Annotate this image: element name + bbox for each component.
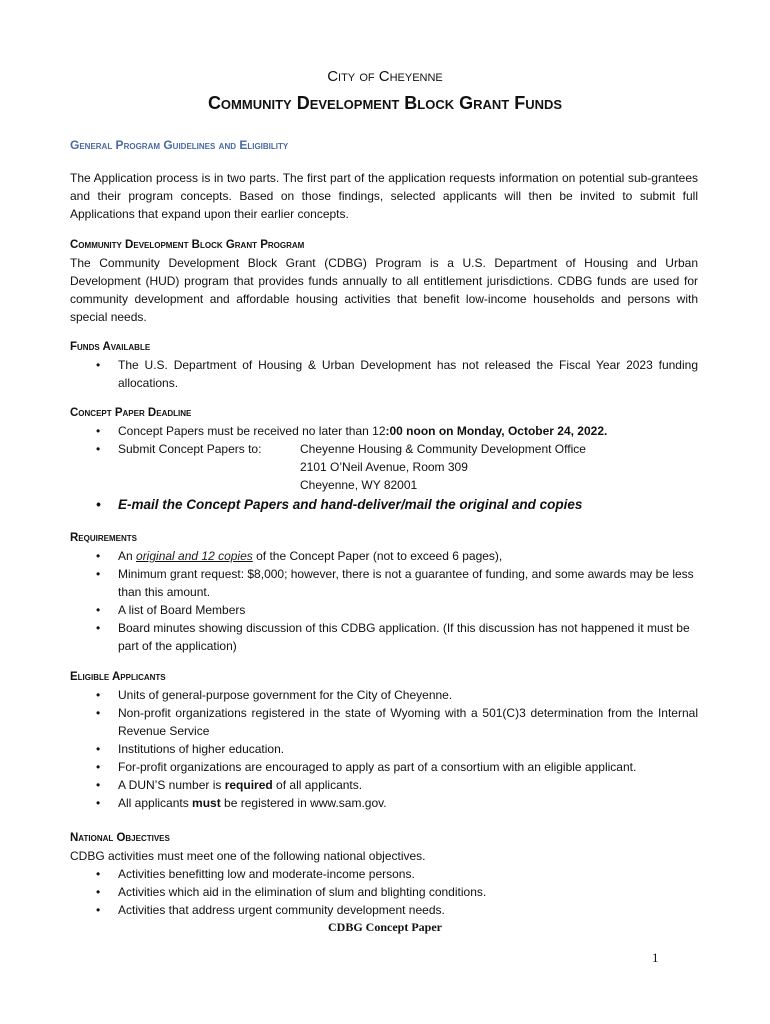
list-item <box>70 794 698 812</box>
list-item <box>70 619 698 655</box>
list-item <box>70 601 698 619</box>
item-text: Activities that address urgent community development needs. <box>118 903 445 917</box>
item-text: Concept Papers must be received no later than 12 <box>118 424 386 438</box>
bullet-icon: • <box>96 603 101 617</box>
item-text: For-profit organizations are encouraged to apply as part of a consortium with an eligible applicant. <box>118 760 637 774</box>
item-text: Activities which aid in the elimination of slum and blighting conditions. <box>118 885 487 899</box>
page-number: 1 <box>652 950 659 965</box>
bullet-icon: • <box>96 567 101 581</box>
list-item <box>70 865 698 883</box>
requirements-heading: Requirements <box>70 532 137 544</box>
list-item <box>70 776 698 794</box>
address <box>300 440 586 494</box>
program-paragraph: The Community Development Block Grant (CDBG) Program is a U.S. Department of Housing and Urban Development (HUD) program that provides funds annually to all entitlement jurisdictions. CDBG funds are used for community development and affordable housing activities that benefit low-income households and persons with special needs. <box>70 256 698 324</box>
list-item <box>70 422 698 440</box>
bullet-icon: • <box>96 549 101 563</box>
funds-section <box>70 338 698 392</box>
bullet-icon: • <box>96 796 101 810</box>
item-text: Minimum grant request: $8,000; however, there is not a guarantee of funding, and some awards may be less than this amount. <box>118 567 694 599</box>
address-line: Cheyenne, WY 82001 <box>300 478 418 492</box>
list-item <box>70 547 698 565</box>
city-name: City of Cheyenne <box>327 68 443 85</box>
list-item <box>70 740 698 758</box>
emphasis: required <box>224 778 273 792</box>
bullet-icon: • <box>96 778 101 792</box>
list-item <box>70 356 698 392</box>
bullet-icon: • <box>96 442 101 456</box>
emphasis: must <box>192 796 221 810</box>
program-section <box>70 236 698 326</box>
bullet-icon: • <box>96 688 101 702</box>
item-text: Non-profit organizations registered in the state of Wyoming with a 501(C)3 determination from the Internal Revenue Service <box>118 706 698 738</box>
address-line: Cheyenne Housing & Community Development Office <box>300 442 586 456</box>
list-item <box>70 883 698 901</box>
item-text: Units of general-purpose government for the City of Cheyenne. <box>118 688 453 702</box>
bullet-icon: • <box>96 358 101 372</box>
list-item <box>70 494 698 516</box>
item-text: of the Concept Paper (not to exceed 6 pages), <box>252 549 503 563</box>
eligible-section <box>70 668 698 812</box>
bullet-icon: • <box>96 742 101 756</box>
item-text: A DUN’S number is <box>118 778 225 792</box>
bullet-icon: • <box>96 424 101 438</box>
deadline-date: :00 noon on Monday, October 24, 2022. <box>385 424 608 438</box>
objectives-intro: CDBG activities must meet one of the following national objectives. <box>70 849 426 863</box>
funds-heading: Funds Available <box>70 341 151 353</box>
bullet-icon: • <box>96 867 101 881</box>
item-text: All applicants <box>118 796 193 810</box>
guidelines-heading: General Program Guidelines and Eligibility <box>70 138 289 152</box>
item-text: An <box>118 549 137 563</box>
address-line: 2101 O’Neil Avenue, Room 309 <box>300 460 468 474</box>
list-item <box>70 901 698 919</box>
bullet-icon: • <box>96 885 101 899</box>
program-heading: Community Development Block Grant Program <box>70 239 305 251</box>
objectives-heading: National Objectives <box>70 832 170 844</box>
bullet-icon: • <box>96 497 101 512</box>
submit-label: Submit Concept Papers to: <box>118 442 262 456</box>
item-text: Board minutes showing discussion of this CDBG application. (If this discussion has not happened it must be part of the application) <box>118 621 690 653</box>
page-title: Community Development Block Grant Funds <box>207 93 563 113</box>
deadline-section <box>70 404 698 516</box>
bullet-icon: • <box>96 903 101 917</box>
item-text: A list of Board Members <box>118 603 246 617</box>
item-text: The U.S. Department of Housing & Urban Development has not released the Fiscal Year 2023 funding allocations. <box>118 358 698 390</box>
deadline-heading: Concept Paper Deadline <box>70 407 192 419</box>
list-item <box>70 440 698 494</box>
list-item <box>70 565 698 601</box>
objectives-section <box>70 829 698 919</box>
footer-label: CDBG Concept Paper <box>328 920 442 934</box>
copies-emphasis: original and 12 copies <box>136 549 253 563</box>
requirements-section <box>70 529 698 655</box>
item-text: of all applicants. <box>272 778 363 792</box>
bullet-icon: • <box>96 621 101 635</box>
list-item <box>70 686 698 704</box>
item-text: Activities benefitting low and moderate-income persons. <box>118 867 415 881</box>
email-note: E-mail the Concept Papers and hand-deliver/mail the original and copies <box>118 497 583 512</box>
list-item <box>70 704 698 740</box>
bullet-icon: • <box>96 706 101 720</box>
list-item <box>70 758 698 776</box>
item-text: Institutions of higher education. <box>118 742 285 756</box>
bullet-icon: • <box>96 760 101 774</box>
item-text: be registered in www.sam.gov. <box>220 796 387 810</box>
eligible-heading: Eligible Applicants <box>70 671 166 683</box>
intro-paragraph: The Application process is in two parts. The first part of the application requests information on potential sub-grantees and their program concepts. Based on those findings, selected applicants will then be invited to submit full Applications that expand upon their earlier concepts. <box>70 171 698 221</box>
